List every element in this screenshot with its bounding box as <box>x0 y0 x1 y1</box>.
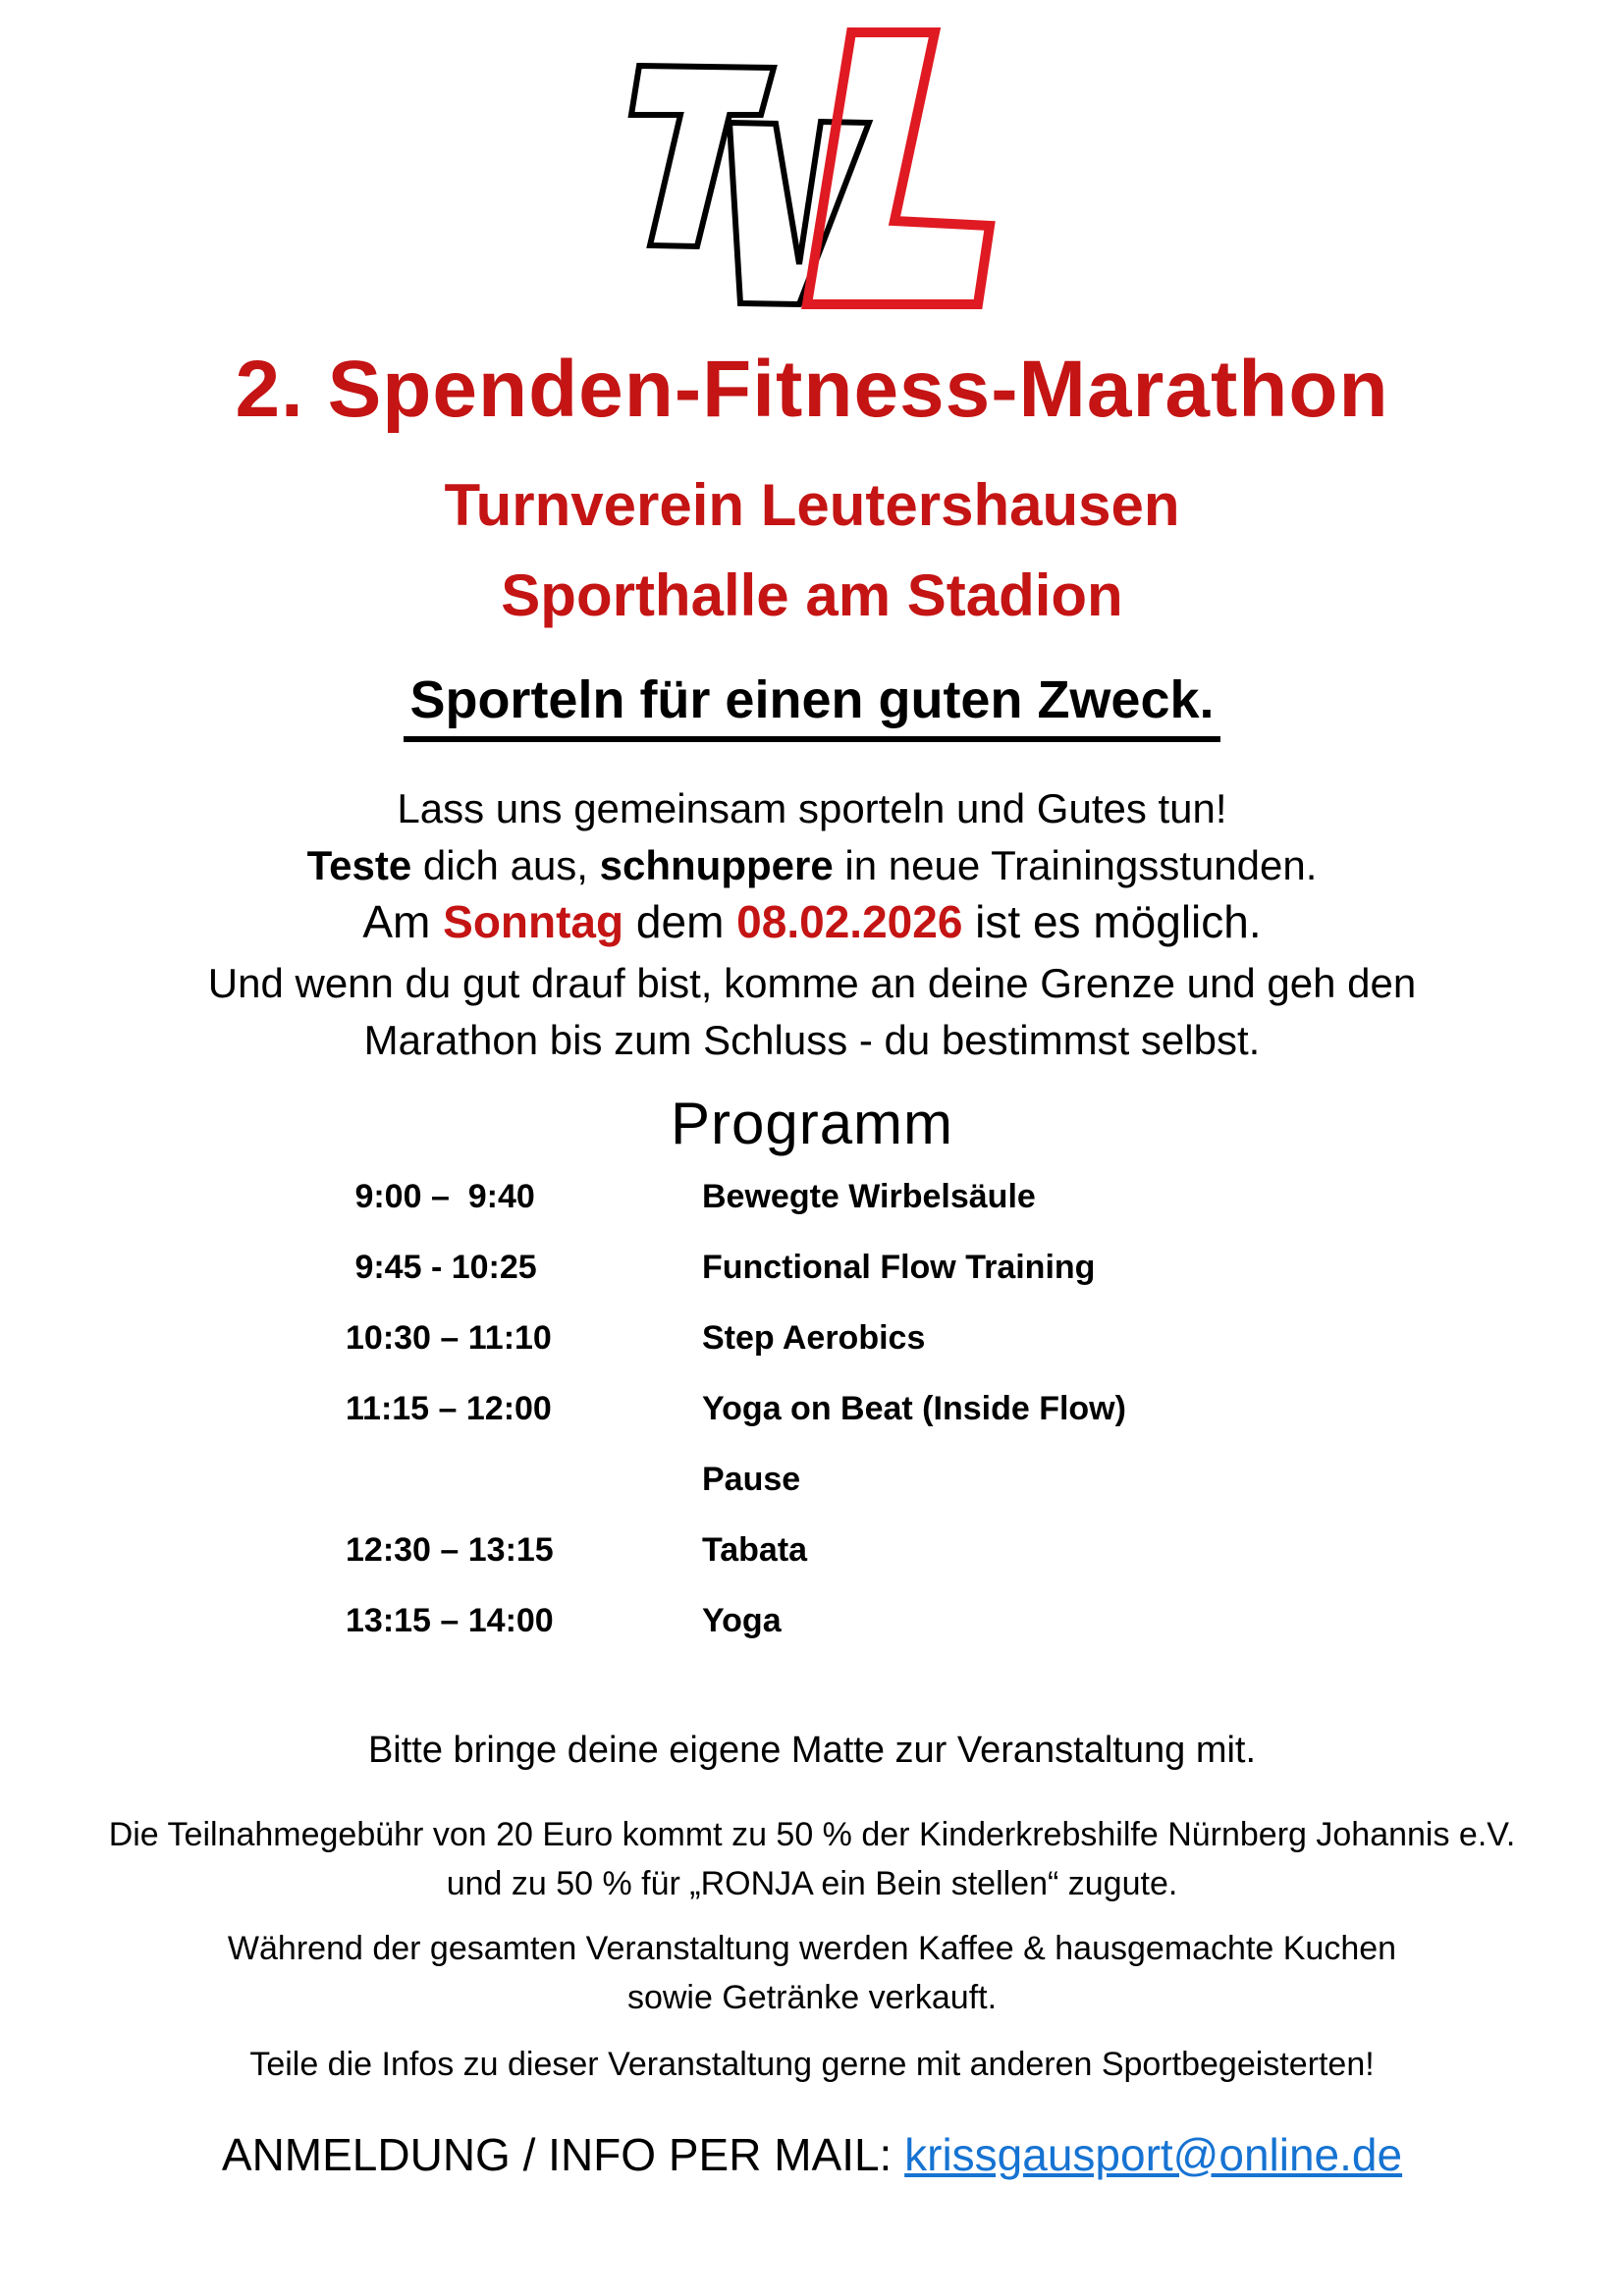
program-time: 12:30 – 13:15 <box>346 1531 554 1569</box>
program-row <box>0 1602 1624 1673</box>
intro-line-5: Marathon bis zum Schluss - du bestimmst selbst. <box>363 1017 1261 1063</box>
mat-note: Bitte bringe deine eigene Matte zur Veranstaltung mit. <box>367 1730 1257 1771</box>
date-line-date: 08.02.2026 <box>736 896 963 947</box>
motto-text: Sporteln für einen guten Zweck. <box>404 669 1219 742</box>
program-row <box>0 1178 1624 1249</box>
program-activity: Pause <box>702 1461 801 1498</box>
logo-letter-v <box>730 122 869 304</box>
program-row <box>0 1249 1624 1319</box>
intro-line2-bold2: schnuppere <box>599 842 834 888</box>
logo-letter-T <box>631 66 774 246</box>
program-time: 9:00 – 9:40 <box>346 1178 535 1215</box>
program-row <box>0 1461 1624 1531</box>
date-line-text2: dem <box>623 896 737 947</box>
logo-letter-L <box>807 32 990 304</box>
refreshments-line-2: sowie Getränke verkauft. <box>626 1979 998 2016</box>
program-activity: Bewegte Wirbelsäule <box>702 1178 1036 1215</box>
signup-email-link[interactable]: krissgausport@online.de <box>904 2129 1403 2180</box>
date-line-text1: Am <box>362 896 444 947</box>
program-time: 13:15 – 14:00 <box>346 1602 554 1639</box>
program-activity: Yoga <box>702 1602 782 1639</box>
motto-line <box>0 669 1624 742</box>
program-row <box>0 1319 1624 1390</box>
program-activity: Step Aerobics <box>702 1319 926 1357</box>
program-row <box>0 1531 1624 1602</box>
tvl-club-logo <box>589 18 1060 332</box>
program-activity: Functional Flow Training <box>702 1249 1096 1286</box>
share-note: Teile die Infos zu dieser Veranstaltung gerne mit anderen Sportbegeisterten! <box>249 2046 1375 2083</box>
intro-line-1: Lass uns gemeinsam sporteln und Gutes tun! <box>397 785 1227 831</box>
date-line-text3: ist es möglich. <box>962 896 1262 947</box>
intro-line2-text1: dich aus, <box>411 842 600 888</box>
date-line-day: Sonntag <box>443 896 624 947</box>
intro-line-4: Und wenn du gut drauf bist, komme an deine Grenze und geh den <box>207 960 1417 1006</box>
intro-line2-bold1: Teste <box>306 842 412 888</box>
intro-line-2 <box>0 842 1624 889</box>
signup-line <box>0 2128 1624 2181</box>
fee-note-line-1: Die Teilnahmegebühr von 20 Euro kommt zu 50 % der Kinderkrebshilfe Nürnberg Johannis e.V. <box>108 1816 1516 1853</box>
club-name: Turnverein Leutershausen <box>444 472 1180 538</box>
date-line <box>0 895 1624 948</box>
program-time: 10:30 – 11:10 <box>346 1319 552 1357</box>
refreshments-line-1: Während der gesamten Veranstaltung werden Kaffee & hausgemachte Kuchen <box>227 1930 1397 1967</box>
program-time: 9:45 - 10:25 <box>346 1249 537 1286</box>
intro-line2-text2: in neue Trainingsstunden. <box>833 842 1318 888</box>
program-activity: Tabata <box>702 1531 808 1569</box>
program-row <box>0 1390 1624 1461</box>
program-heading: Programm <box>670 1091 954 1156</box>
program-time: 11:15 – 12:00 <box>346 1390 552 1427</box>
fee-note-line-2: und zu 50 % für „RONJA ein Bein stellen“ zugute. <box>446 1865 1178 1902</box>
signup-label: ANMELDUNG / INFO PER MAIL: <box>221 2129 905 2180</box>
page-title: 2. Spenden-Fitness-Marathon <box>235 345 1389 434</box>
program-activity: Yoga on Beat (Inside Flow) <box>702 1390 1126 1427</box>
venue-name: Sporthalle am Stadion <box>501 562 1123 628</box>
